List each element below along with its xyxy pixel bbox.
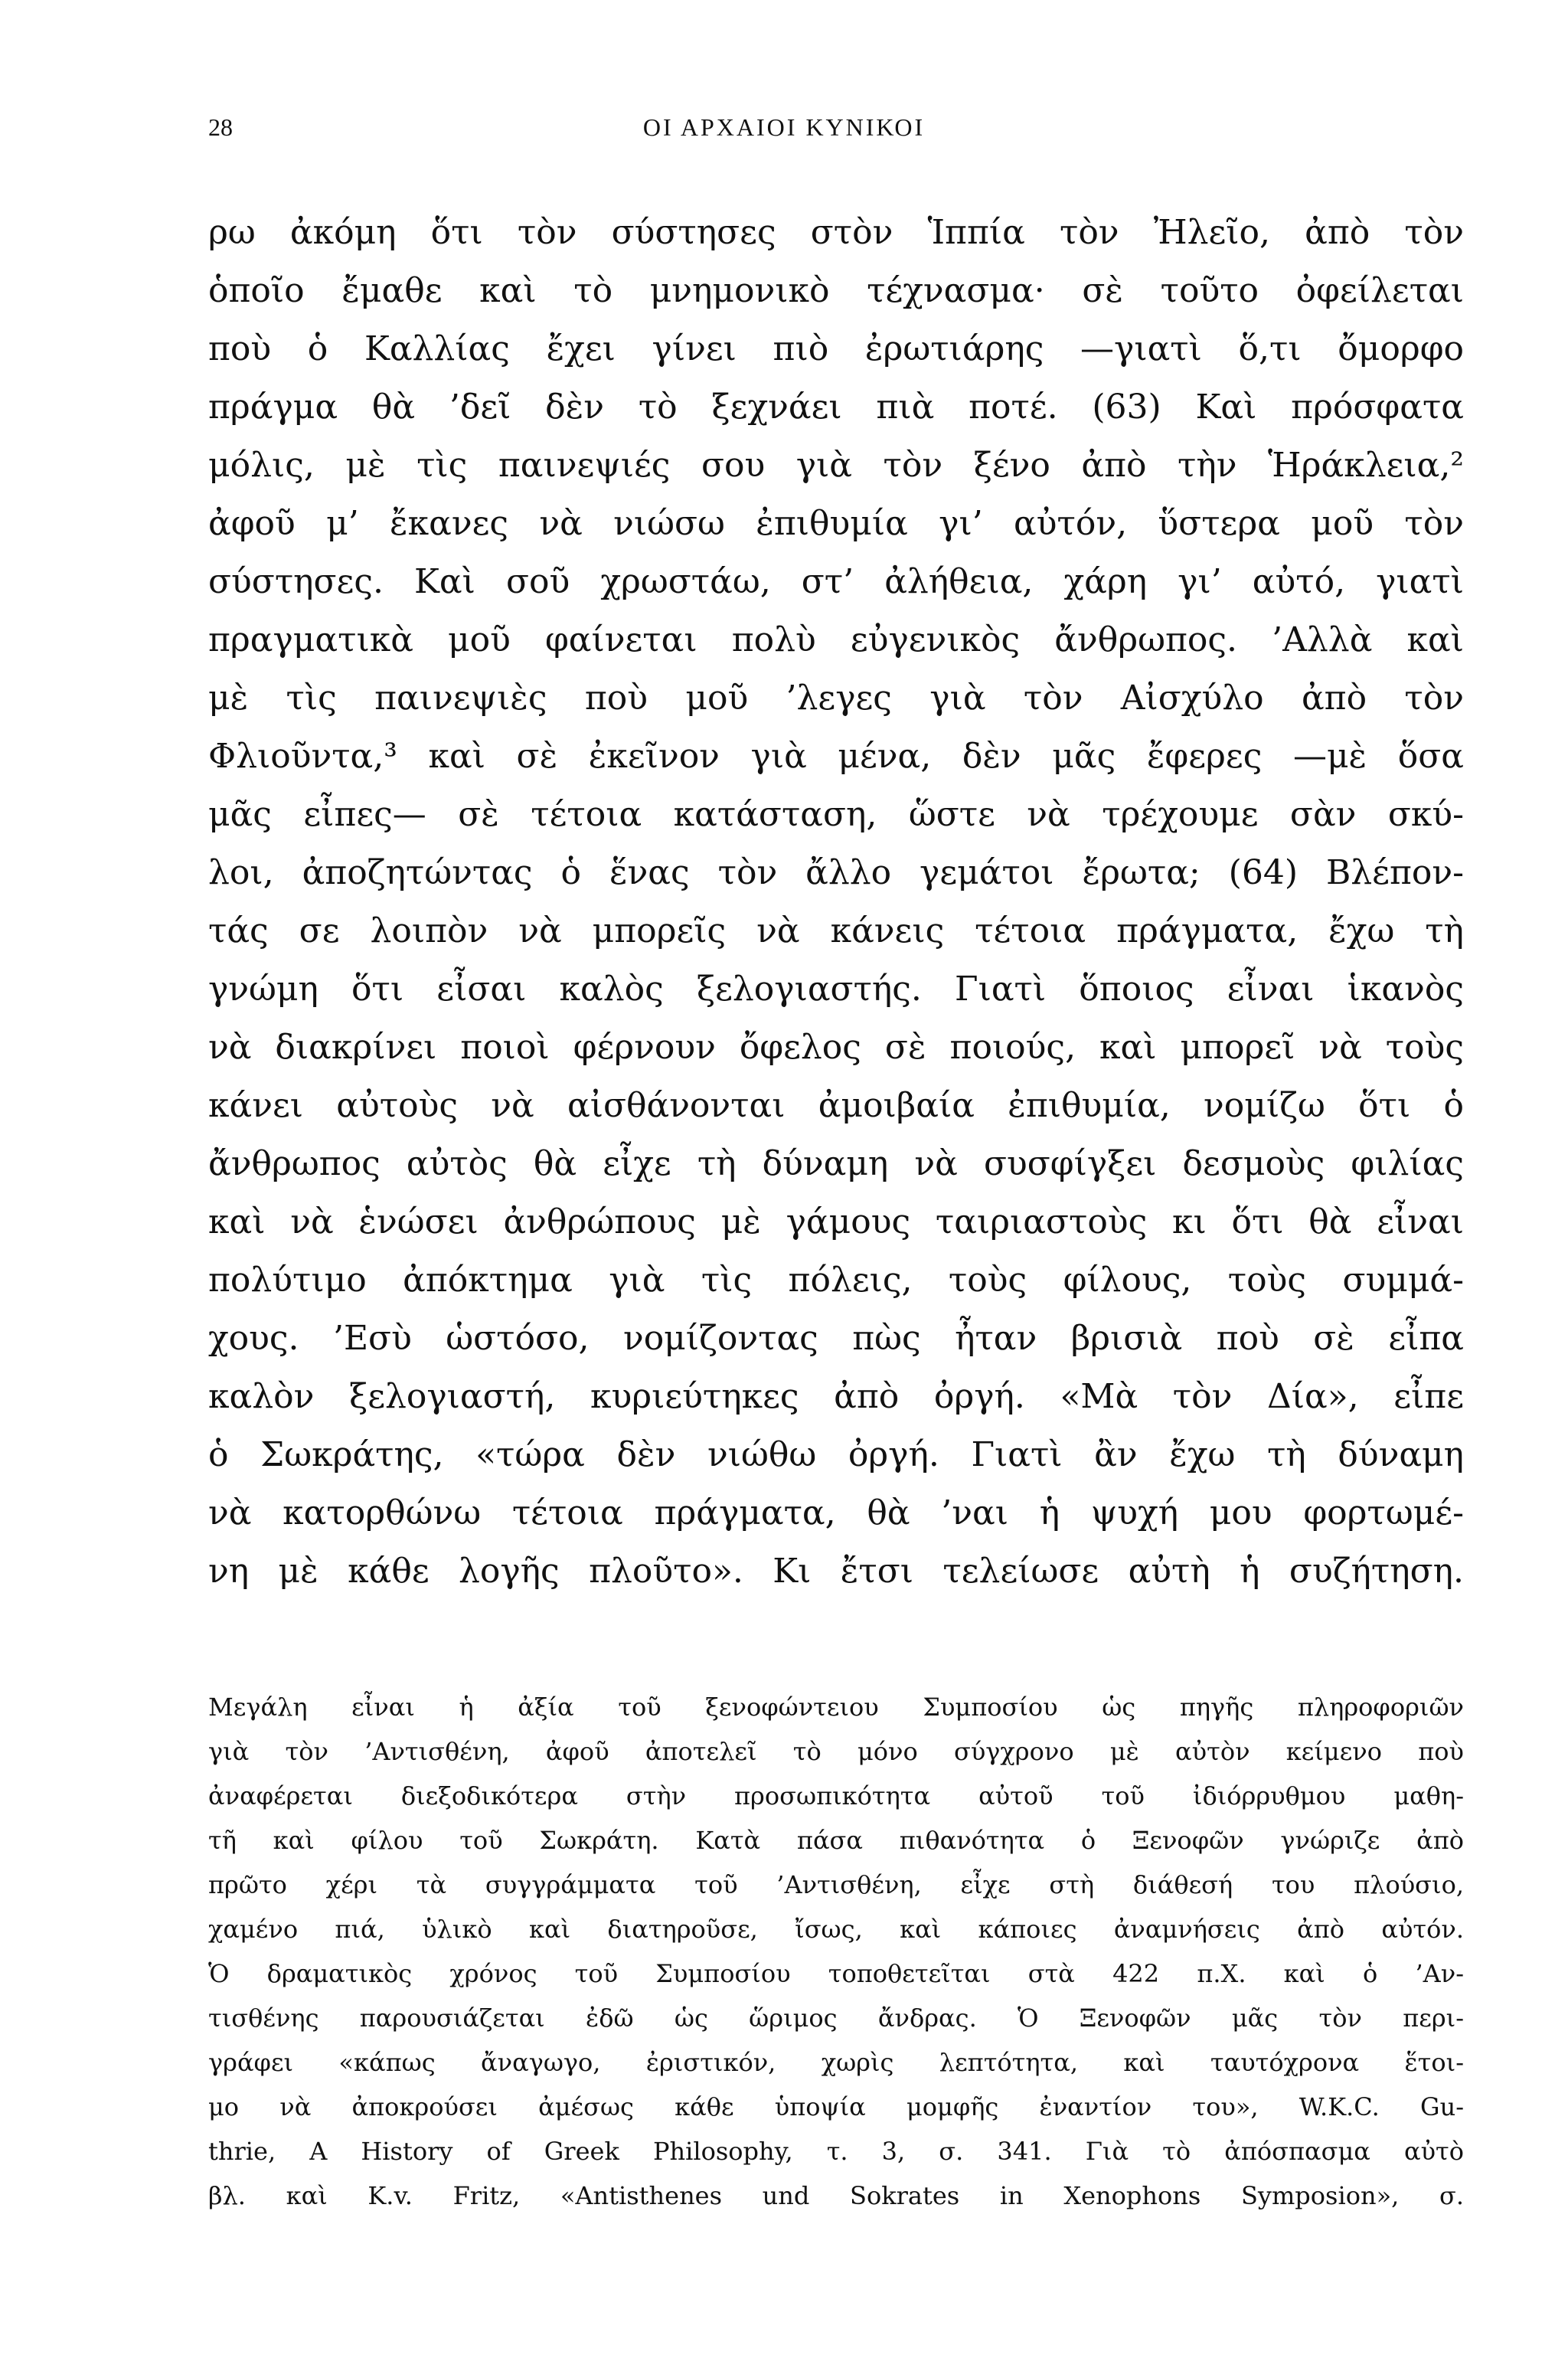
text-line: σύστησες. Καὶ σοῦ χρωστάω, στ’ ἀλήθεια, χάρη γι’ αὐτό, γιατὶ: [208, 562, 1464, 601]
footnote-line: γιὰ τὸν ’Αντισθένη, ἀφοῦ ἀποτελεῖ τὸ μόνο σύγχρονο μὲ αὐτὸν κείμενο ποὺ: [208, 1737, 1464, 1766]
footnote-line: Ὁ δραματικὸς χρόνος τοῦ Συμποσίου τοποθετεῖται στὰ 422 π.Χ. καὶ ὁ ’Αν-: [208, 1959, 1464, 1988]
text-line: ἄνθρωπος αὐτὸς θὰ εἶχε τὴ δύναμη νὰ συσφίγξει δεσμοὺς φιλίας: [208, 1144, 1464, 1183]
footnote-line: μο νὰ ἀποκρούσει ἀμέσως κάθε ὑποψία μομφῆς ἐναντίον του», W.K.C. Gu-: [208, 2092, 1464, 2121]
text-line: ρω ἀκόμη ὅτι τὸν σύστησες στὸν Ἱππία τὸν Ἠλεῖο, ἀπὸ τὸν: [208, 213, 1464, 252]
text-line: πολύτιμο ἀπόκτημα γιὰ τὶς πόλεις, τοὺς φίλους, τοὺς συμμά-: [208, 1261, 1464, 1300]
text-line: ἀφοῦ μ’ ἔκανες νὰ νιώσω ἐπιθυμία γι’ αὐτόν, ὕστερα μοῦ τὸν: [208, 504, 1464, 543]
footnote-line: τῆ καὶ φίλου τοῦ Σωκράτη. Κατὰ πάσα πιθανότητα ὁ Ξενοφῶν γνώριζε ἀπὸ: [208, 1826, 1464, 1855]
text-line: ποὺ ὁ Καλλίας ἔχει γίνει πιὸ ἐρωτιάρης —γιατὶ ὅ,τι ὄμορφο: [208, 329, 1464, 368]
text-line: γνώμη ὅτι εἶσαι καλὸς ξελογιαστής. Γιατὶ ὅποιος εἶναι ἱκανὸς: [208, 970, 1464, 1009]
footnote-line: τισθένης παρουσιάζεται ἐδῶ ὡς ὥριμος ἄνδρας. Ὁ Ξενοφῶν μᾶς τὸν περι-: [208, 2003, 1464, 2033]
running-title: ΟΙ ΑΡΧΑΙΟΙ ΚΥΝΙΚΟΙ: [642, 113, 926, 141]
footnote-line: βλ. καὶ K.v. Fritz, «Antisthenes und Sokrates in Xenophons Symposion», σ.: [208, 2181, 1464, 2210]
footnote-line: thrie, A History of Greek Philosophy, τ. 3, σ. 341. Γιὰ τὸ ἀπόσπασμα αὐτὸ: [208, 2137, 1464, 2166]
text-line: νὰ κατορθώνω τέτοια πράγματα, θὰ ’ναι ἡ ψυχή μου φορτωμέ-: [208, 1493, 1464, 1532]
text-line: νὰ διακρίνει ποιοὶ φέρνουν ὄφελος σὲ ποιούς, καὶ μπορεῖ νὰ τοὺς: [208, 1028, 1464, 1067]
text-line: πράγμα θὰ ’δεῖ δὲν τὸ ξεχνάει πιὰ ποτέ. (63) Καὶ πρόσφατα: [208, 388, 1464, 427]
text-line: πραγματικὰ μοῦ φαίνεται πολὺ εὐγενικὸς ἄνθρωπος. ’Αλλὰ καὶ: [208, 620, 1464, 659]
text-line: καὶ νὰ ἑνώσει ἀνθρώπους μὲ γάμους ταιριαστοὺς κι ὅτι θὰ εἶναι: [208, 1202, 1464, 1241]
footnote-line: πρῶτο χέρι τὰ συγγράμματα τοῦ ’Αντισθένη, εἶχε στὴ διάθεσή του πλούσιο,: [208, 1870, 1464, 1899]
text-line: καλὸν ξελογιαστή, κυριεύτηκες ἀπὸ ὀργή. «Μὰ τὸν Δία», εἶπε: [208, 1377, 1464, 1416]
text-line: μᾶς εἶπες— σὲ τέτοια κατάσταση, ὥστε νὰ τρέχουμε σὰν σκύ-: [208, 795, 1464, 834]
footnote-line: ἀναφέρεται διεξοδικότερα στὴν προσωπικότητα αὐτοῦ τοῦ ἰδιόρρυθμου μαθη-: [208, 1781, 1464, 1810]
text-line: ὁποῖο ἔμαθε καὶ τὸ μνημονικὸ τέχνασμα· σὲ τοῦτο ὀφείλεται: [208, 271, 1464, 310]
footnote: [208, 1685, 1464, 2218]
page-number: 28: [208, 113, 233, 141]
footnote-line: χαμένο πιά, ὑλικὸ καὶ διατηροῦσε, ἴσως, καὶ κάποιες ἀναμνήσεις ἀπὸ αὐτόν.: [208, 1915, 1464, 1944]
text-line: μόλις, μὲ τὶς παινεψιές σου γιὰ τὸν ξένο ἀπὸ τὴν Ἡράκλεια,²: [208, 446, 1464, 485]
text-line: κάνει αὐτοὺς νὰ αἰσθάνονται ἀμοιβαία ἐπιθυμία, νομίζω ὅτι ὁ: [208, 1086, 1464, 1125]
text-line: λοι, ἀποζητώντας ὁ ἕνας τὸν ἄλλο γεμάτοι ἔρωτα; (64) Βλέπον-: [208, 853, 1464, 892]
footnote-line: γράφει «κάπως ἄναγωγο, ἐριστικόν, χωρὶς λεπτότητα, καὶ ταυτόχρονα ἕτοι-: [208, 2048, 1464, 2077]
text-line: ὁ Σωκράτης, «τώρα δὲν νιώθω ὀργή. Γιατὶ ἂν ἔχω τὴ δύναμη: [208, 1435, 1464, 1474]
text-line: νη μὲ κάθε λογῆς πλοῦτο». Κι ἔτσι τελείωσε αὐτὴ ἡ συζήτηση.: [208, 1552, 1464, 1591]
footnote-line: Μεγάλη εἶναι ἡ ἀξία τοῦ ξενοφώντειου Συμποσίου ὡς πηγῆς πληροφοριῶν: [208, 1693, 1464, 1722]
text-line: μὲ τὶς παινεψιὲς ποὺ μοῦ ’λεγες γιὰ τὸν Αἰσχύλο ἀπὸ τὸν: [208, 679, 1464, 718]
text-line: χους. ’Εσὺ ὡστόσο, νομίζοντας πὼς ἦταν βρισιὰ ποὺ σὲ εἶπα: [208, 1319, 1464, 1358]
main-text: [208, 204, 1464, 1601]
text-line: τάς σε λοιπὸν νὰ μπορεῖς νὰ κάνεις τέτοια πράγματα, ἔχω τὴ: [208, 911, 1464, 950]
text-line: Φλιοῦντα,³ καὶ σὲ ἐκεῖνον γιὰ μένα, δὲν μᾶς ἔφερες —μὲ ὅσα: [208, 737, 1464, 776]
